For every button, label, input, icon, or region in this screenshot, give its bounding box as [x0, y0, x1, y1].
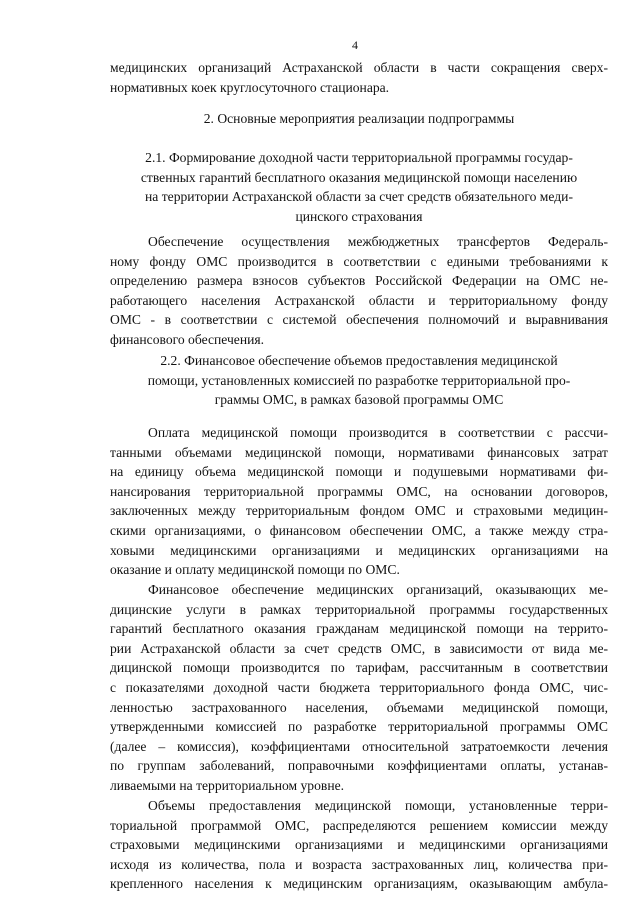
heading-line: граммы ОМС, в рамках базовой программы ОМС: [214, 392, 504, 408]
heading-line: 2.1. Формирование доходной части территориальной программы государ-: [145, 150, 573, 165]
text-line: танными объемами медицинской помощи, нормативами финансовых затрат: [110, 444, 608, 460]
text-line: нормативных коек круглосуточного стационара.: [110, 79, 390, 95]
text-line: заключенных между территориальным фондом ОМС и страховыми медицин-: [110, 503, 608, 519]
text-line: ториальной программой ОМС, распределяются решением комиссии между: [110, 817, 608, 833]
heading-line: цинского страхования: [295, 208, 423, 224]
heading-line: ственных гарантий бесплатного оказания медицинской помощи населению: [140, 169, 578, 185]
text-line: Финансовое обеспечение медицинских организаций, оказывающих ме-: [148, 582, 608, 597]
text-line: крепленного населения к медицинским организациям, оказывающим амбула-: [110, 876, 608, 892]
text-line: (далее – комиссия), коэффициентами относительной затратоемкости лечения: [110, 738, 608, 754]
subsection-1-title: [110, 148, 608, 226]
text-line: на единицу объема медицинской помощи и подушевыми нормативами фи-: [110, 464, 608, 480]
text-line: работающего населения Астраханской области и территориальному фонду: [110, 292, 608, 308]
text-line: медицинских организаций Астраханской области в части сокращения сверх-: [110, 60, 608, 75]
heading-line: помощи, установленных комиссией по разработке территориальной про-: [147, 372, 571, 388]
text-line: Обеспечение осуществления межбюджетных трансфертов Федераль-: [148, 234, 608, 249]
intro-paragraph: [110, 58, 608, 97]
text-line: нансирования территориальной программы ОМС, на основании договоров,: [110, 483, 608, 499]
heading-line: на территории Астраханской области за счет средств обязательного меди-: [145, 189, 573, 205]
text-line: с показателями доходной части бюджета территориального фонда ОМС, чис-: [110, 679, 608, 695]
text-line: Объемы предоставления медицинской помощи, установленные терри-: [148, 798, 608, 813]
text-line: ливаемыми на территориальном уровне.: [110, 777, 345, 793]
text-line: оказание и оплату медицинской помощи по ОМС.: [110, 562, 400, 578]
subsection-1-paragraph: [110, 232, 608, 350]
text-line: утвержденными комиссией по разработке территориальной программы ОМС: [110, 719, 608, 735]
text-line: финансового обеспечения.: [110, 331, 265, 347]
text-line: исходя из количества, пола и возраста застрахованных лиц, количества при-: [110, 856, 608, 872]
subsection-2-paragraph-3: [110, 796, 608, 894]
heading-line: 2. Основные мероприятия реализации подпрограммы: [203, 111, 515, 126]
text-line: скими организациями, о финансовом обеспечении ОМС, а также между стра-: [110, 522, 608, 538]
text-line: ховыми медицинскими организациями и медицинских организациями на: [110, 542, 608, 558]
section-title: [110, 109, 608, 129]
subsection-2-title: [110, 351, 608, 410]
text-line: ному фонду ОМС производится в соответствии с едиными требованиями к: [110, 253, 608, 269]
text-line: гарантий бесплатного оказания гражданам медицинской помощи на террито-: [110, 621, 608, 637]
text-line: рии Астраханской области за счет средств ОМС, в зависимости от вида ме-: [110, 640, 608, 656]
text-line: определению размера взносов субъектов Российской Федерации на ОМС не-: [110, 273, 608, 289]
subsection-2-paragraph-1: [110, 423, 608, 580]
text-line: по группам заболеваний, поправочными коэффициентами оплаты, устанав-: [110, 758, 608, 774]
text-line: страховыми медицинскими организациями и медицинскими организациями: [110, 837, 608, 853]
heading-line: 2.2. Финансовое обеспечение объемов предоставления медицинской: [160, 353, 558, 368]
text-line: дицинские услуги в рамках территориальной программы государственных: [110, 601, 608, 617]
text-line: дицинской помощи производится по тарифам, рассчитанным в соответствии: [110, 660, 608, 676]
subsection-2-paragraph-2: [110, 580, 608, 796]
page-number: 4: [352, 38, 358, 52]
text-line: ленностью застрахованного населения, объемами медицинской помощи,: [110, 699, 608, 715]
text-line: ОМС - в соответствии с системой обеспечения полномочий и выравнивания: [110, 312, 608, 328]
text-line: Оплата медицинской помощи производится в соответствии с рассчи-: [148, 425, 608, 440]
